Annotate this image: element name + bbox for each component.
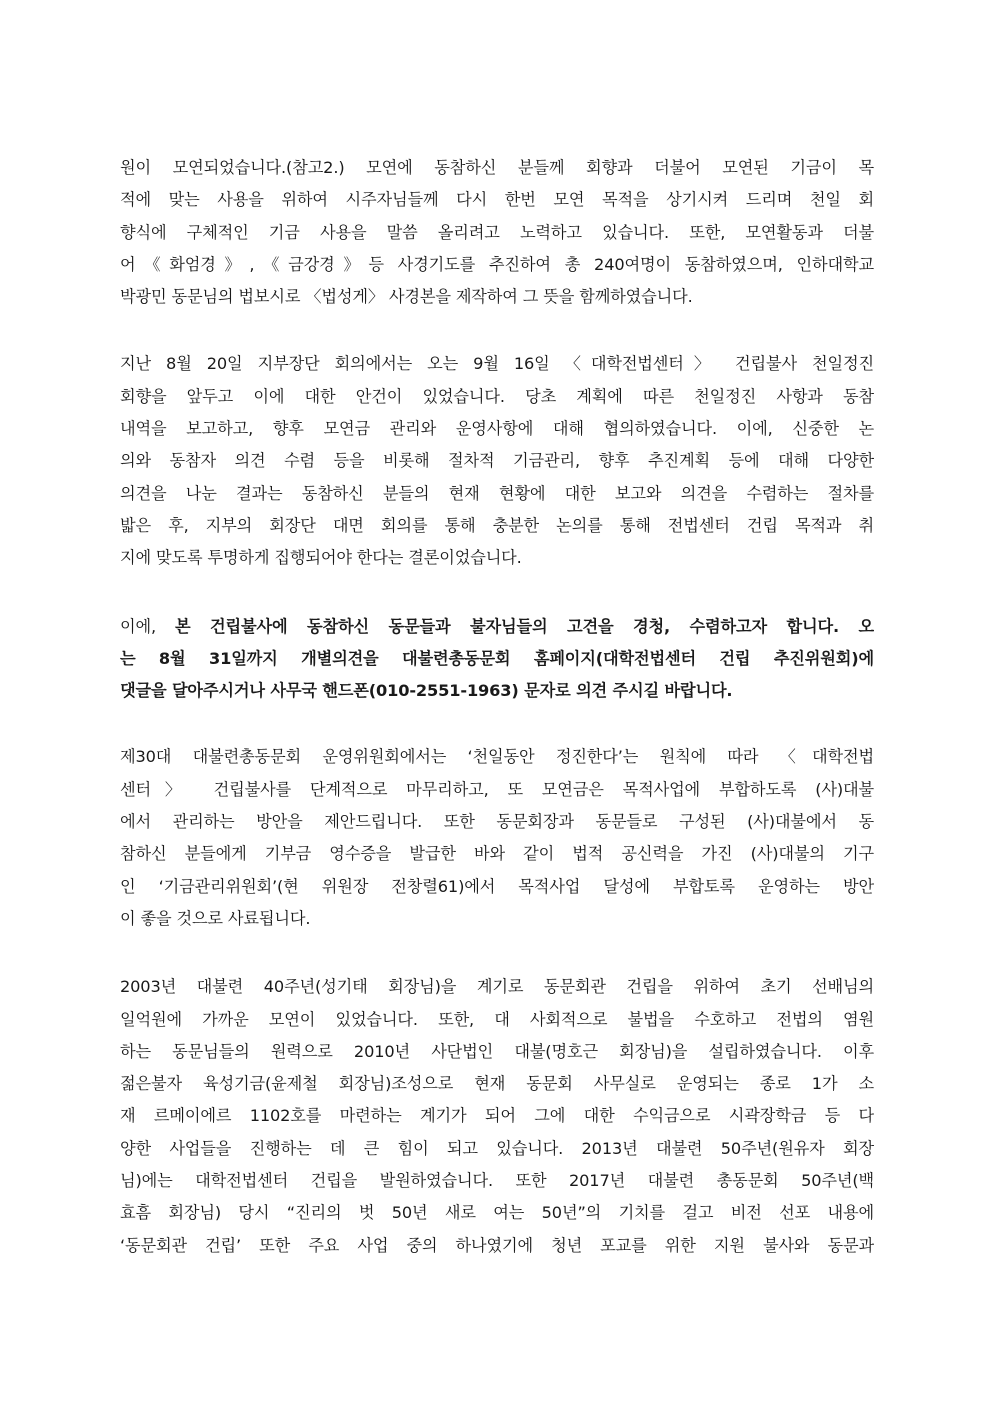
text-line	[120, 611, 874, 643]
text-line: 향식에 구체적인 기금 사용을 말씀 올리려고 노력하고 있습니다. 또한, 모연활동과 더불	[120, 222, 874, 242]
text-line: 효흠 회장님) 당시 “진리의 벗 50년 새로 여는 50년”의 기치를 걸고 비전 선포 내용에	[120, 1203, 874, 1223]
text-line: 밟은 후, 지부의 회장단 대면 회의를 통해 충분한 논의를 통해 전법센터 건립 목적과 취	[120, 515, 874, 535]
highlighted-text: 본 건립불사에 동참하신 동문들과 불자님들의 고견을 경청, 수렴하고자 합니다. 오	[175, 616, 874, 636]
text-line: 센터〉 건립불사를 단계적으로 마무리하고, 또 모연금은 목적사업에 부합하도록 (사)대불	[120, 779, 874, 799]
text-line: 의견을 나눈 결과는 동참하신 분들의 현재 현황에 대한 보고와 의견을 수렴하는 절차를	[120, 483, 874, 503]
text-line: 재 르메이에르 1102호를 마련하는 계기가 되어 그에 대한 수익금으로 시곽장학금 등 다	[120, 1106, 874, 1126]
document-body	[120, 152, 874, 1295]
text-line: 님)에는 대학전법센터 건립을 발원하였습니다. 또한 2017년 대불련 총동문회 50주년(백	[120, 1171, 874, 1191]
text-line: 적에 맞는 사용을 위하여 시주자님들께 다시 한번 모연 목적을 상기시켜 드리며 천일 회	[120, 190, 874, 210]
text-line: ‘동문회관 건립’ 또한 주요 사업 중의 하나였기에 청년 포교를 위한 지원 불사와 동문과	[120, 1235, 874, 1255]
text-line: 지에 맞도록 투명하게 집행되어야 한다는 결론이었습니다.	[120, 548, 522, 568]
text-line: 원이 모연되었습니다.(참고2.) 모연에 동참하신 분들께 회향과 더불어 모연된 기금이 목	[120, 158, 874, 177]
paragraph-committee-proposal	[120, 741, 874, 935]
text-line: 의와 동참자 의견 수렴 등을 비롯해 절차적 기금관리, 향후 추진계획 등에 대해 다양한	[120, 451, 874, 471]
paragraph-fundraising-activity	[120, 152, 874, 313]
text-line: 에서 관리하는 방안을 제안드립니다. 또한 동문회장과 동문들로 구성된 (사)대불에서 동	[120, 812, 874, 832]
text-line: 제30대 대불련총동문회 운영위원회에서는 ‘천일동안 정진한다’는 원칙에 따라 〈대학전법	[120, 747, 874, 767]
text-line: 이 좋을 것으로 사료됩니다.	[120, 908, 311, 928]
text-line: 참하신 분들에게 기부금 영수증을 발급한 바와 같이 법적 공신력을 가진 (사)대불의 기구	[120, 844, 874, 864]
text-line: 인 ‘기금관리위원회’(현 위원장 전창렬61)에서 목적사업 달성에 부합토록 운영하는 방안	[120, 876, 874, 896]
text-line: 지난 8월 20일 지부장단 회의에서는 오는 9월 16일 〈대학전법센터〉 건립불사 천일정진	[120, 354, 874, 374]
text-line: 양한 사업들을 진행하는 데 큰 힘이 되고 있습니다. 2013년 대불련 50주년(원유자 회장	[120, 1138, 874, 1158]
paragraph-meeting-report	[120, 348, 874, 574]
text-line: 박광민 동문님의 법보시로 〈법성게〉 사경본을 제작하여 그 뜻을 함께하였습니다.	[120, 287, 693, 307]
paragraph-history	[120, 971, 874, 1262]
text-line: 어《화엄경》,《금강경》등 사경기도를 추진하여 총 240여명이 동참하였으며, 인하대학교	[120, 254, 874, 274]
lead-text: 이에,	[120, 616, 176, 636]
paragraph-opinion-request	[120, 611, 874, 708]
text-line: 2003년 대불련 40주년(성기태 회장님)을 계기로 동문회관 건립을 위하여 초기 선배님의	[120, 977, 874, 997]
highlighted-text-line: 댓글을 달아주시거나 사무국 핸드폰(010-2551-1963) 문자로 의견 주시길 바랍니다.	[120, 681, 733, 701]
text-line: 하는 동문님들의 원력으로 2010년 사단법인 대불(명호근 회장님)을 설립하였습니다. 이후	[120, 1041, 874, 1061]
text-line: 일억원에 가까운 모연이 있었습니다. 또한, 대 사회적으로 불법을 수호하고 전법의 염원	[120, 1009, 874, 1029]
highlighted-text-line: 는 8월 31일까지 개별의견을 대불련총동문회 홈페이지(대학전법센터 건립 추진위원회)에	[120, 648, 874, 668]
text-line: 젊은불자 육성기금(윤제철 회장님)조성으로 현재 동문회 사무실로 운영되는 종로 1가 소	[120, 1074, 874, 1094]
text-line: 내역을 보고하고, 향후 모연금 관리와 운영사항에 대해 협의하였습니다. 이에, 신중한 논	[120, 419, 874, 439]
text-line: 회향을 앞두고 이에 대한 안건이 있었습니다. 당초 계획에 따른 천일정진 사항과 동참	[120, 386, 874, 406]
